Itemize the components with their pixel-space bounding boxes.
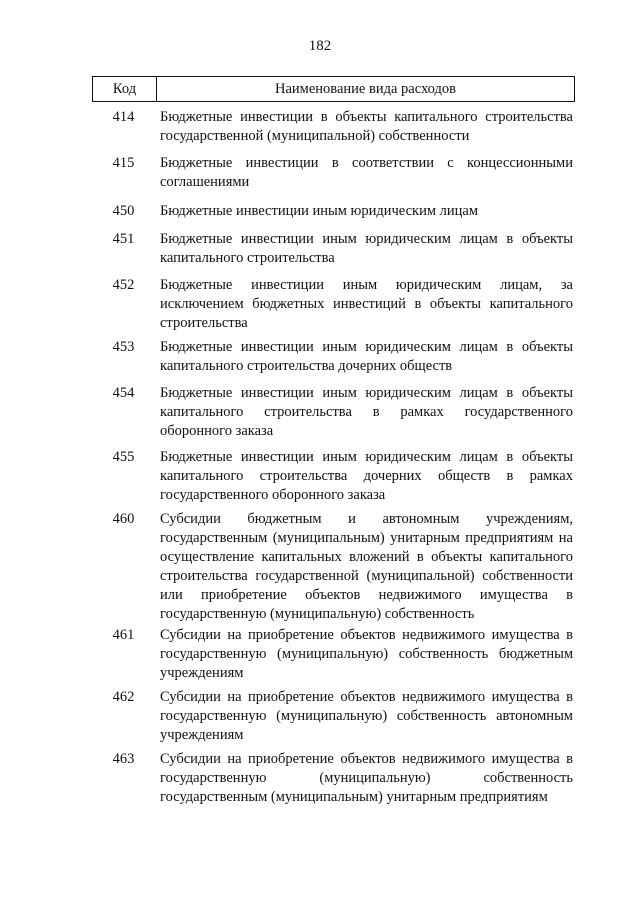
header-name: Наименование вида расходов (275, 80, 456, 97)
row-text: Субсидии на приобретение объектов недвижимого имущества в государственную (муниципальную) собственность государственным (муниципальным) унитарным предприятиям (160, 751, 573, 805)
row-code: 450 (112, 203, 135, 219)
row-text: Субсидии на приобретение объектов недвижимого имущества в государственную (муниципальную) собственность автономным учреждениям (160, 689, 573, 743)
row-text: Бюджетные инвестиции иным юридическим лицам, за исключением бюджетных инвестиций в объекты капитального строительства (160, 277, 573, 331)
row-code: 462 (112, 689, 135, 705)
row-code: 454 (112, 385, 135, 401)
row-text: Бюджетные инвестиции иным юридическим лицам в объекты капитального строительства дочерних обществ в рамках государственного оборонного заказа (160, 449, 573, 503)
row-code: 415 (112, 155, 135, 171)
row-text: Субсидии на приобретение объектов недвижимого имущества в государственную (муниципальную) собственность бюджетным учреждениям (160, 627, 573, 681)
row-text: Бюджетные инвестиции в объекты капитального строительства государственной (муниципальной) собственности (160, 109, 573, 144)
row-text: Бюджетные инвестиции иным юридическим лицам в объекты капитального строительства в рамках государственного оборонного заказа (160, 385, 573, 439)
table-header (92, 76, 575, 102)
row-code: 414 (112, 109, 135, 125)
row-code: 463 (112, 751, 135, 767)
row-code: 453 (112, 339, 135, 355)
row-code: 451 (112, 231, 135, 247)
row-code: 455 (112, 449, 135, 465)
row-text: Бюджетные инвестиции иным юридическим лицам в объекты капитального строительства (160, 231, 573, 266)
header-code: Код (93, 77, 157, 101)
row-text: Бюджетные инвестиции в соответствии с концессионными соглашениями (160, 155, 573, 190)
row-code: 461 (112, 627, 135, 643)
row-code: 460 (112, 511, 135, 527)
row-text: Бюджетные инвестиции иным юридическим лицам (160, 203, 479, 219)
row-text: Бюджетные инвестиции иным юридическим лицам в объекты капитального строительства дочерних обществ (160, 339, 573, 374)
row-code: 452 (112, 277, 135, 293)
page-number: 182 (308, 38, 332, 54)
row-text: Субсидии бюджетным и автономным учреждениям, государственным (муниципальным) унитарным предприятиям на осуществление капитальных вложений в объекты капитального строительства государственной (муниципальной) собственности или приобретение объектов недвижимого имущества в государственную (муниципальную) собственность (160, 511, 573, 622)
